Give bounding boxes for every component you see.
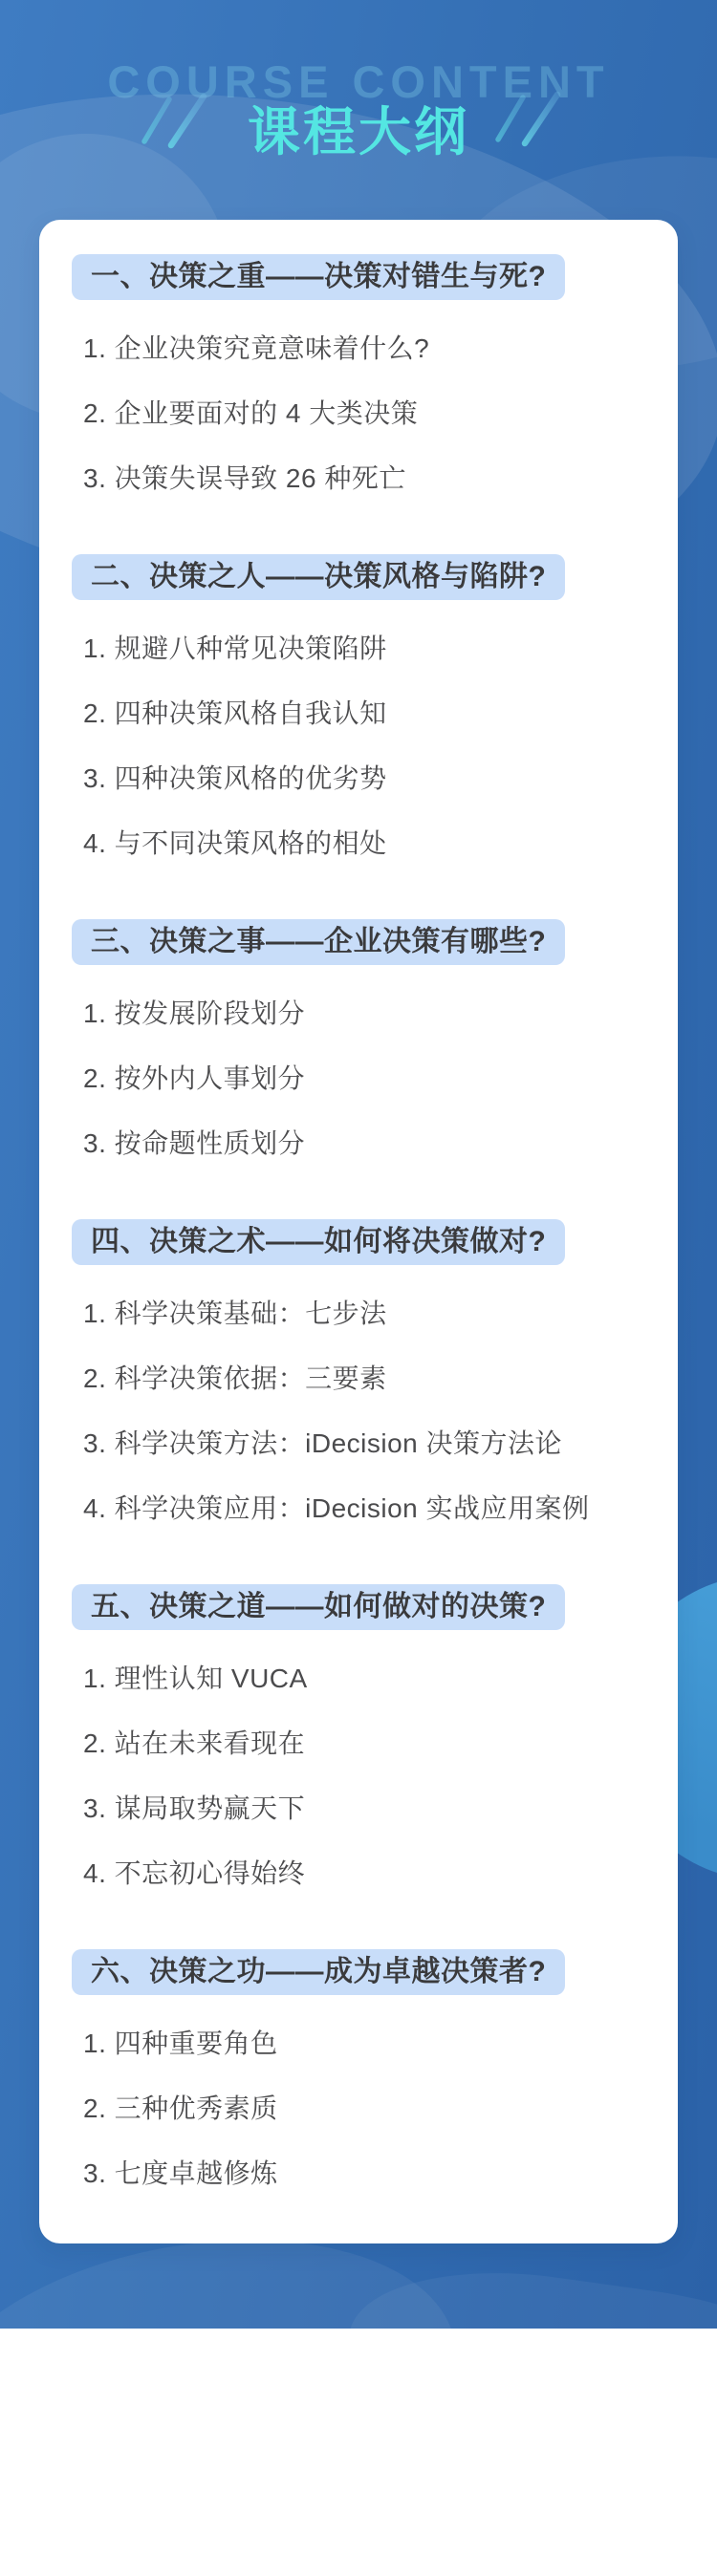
outline-item: 4. 与不同决策风格的相处: [83, 828, 387, 858]
section-heading-badge: 六、决策之功——成为卓越决策者?: [72, 1949, 565, 1995]
course-section-2: [72, 554, 645, 858]
outline-item: 2. 企业要面对的 4 大类决策: [83, 398, 419, 428]
section-items: [72, 1299, 645, 1523]
outline-item: 2. 三种优秀素质: [83, 2093, 278, 2123]
outline-item: 3. 七度卓越修炼: [83, 2158, 278, 2188]
outline-item: 4. 科学决策应用：iDecision 实战应用案例: [83, 1493, 590, 1523]
course-section-6: [72, 1949, 645, 2188]
header: [0, 0, 717, 220]
outline-item: 3. 按命题性质划分: [83, 1128, 306, 1158]
outline-item: 4. 不忘初心得始终: [83, 1858, 306, 1888]
outline-item: 3. 科学决策方法：iDecision 决策方法论: [83, 1428, 563, 1458]
section-items: [72, 334, 645, 493]
course-section-1: [72, 254, 645, 493]
course-section-5: [72, 1584, 645, 1888]
section-items: [72, 1664, 645, 1888]
outline-item: 2. 站在未来看现在: [83, 1728, 306, 1758]
outline-item: 3. 决策失误导致 26 种死亡: [83, 463, 406, 493]
outline-item: 1. 企业决策究竟意味着什么?: [83, 333, 430, 363]
section-heading-badge: 五、决策之道——如何做对的决策?: [72, 1584, 565, 1630]
section-items: [72, 634, 645, 858]
outline-item: 1. 按发展阶段划分: [83, 998, 306, 1028]
outline-item: 3. 谋局取势赢天下: [83, 1793, 306, 1823]
section-heading-badge: 四、决策之术——如何将决策做对?: [72, 1219, 565, 1265]
page-title: 课程大纲: [247, 102, 469, 161]
outline-item: 1. 四种重要角色: [83, 2029, 278, 2058]
outline-item: 1. 规避八种常见决策陷阱: [83, 633, 387, 663]
section-heading-badge: 三、决策之事——企业决策有哪些?: [72, 919, 565, 965]
course-section-3: [72, 919, 645, 1158]
double-slash-right-icon: [490, 88, 567, 149]
outline-item: 2. 四种决策风格自我认知: [83, 698, 387, 728]
outline-item: 1. 理性认知 VUCA: [83, 1664, 308, 1693]
course-section-4: [72, 1219, 645, 1523]
section-items: [72, 2029, 645, 2188]
course-outline-card: [39, 220, 678, 2243]
section-heading-badge: 一、决策之重——决策对错生与死?: [72, 254, 565, 300]
outline-item: 3. 四种决策风格的优劣势: [83, 763, 387, 793]
outline-item: 1. 科学决策基础：七步法: [83, 1299, 387, 1328]
section-heading-badge: 二、决策之人——决策风格与陷阱?: [72, 554, 565, 600]
section-items: [72, 999, 645, 1158]
course-content-watermark: COURSE CONTENT: [107, 56, 610, 107]
outline-item: 2. 按外内人事划分: [83, 1063, 306, 1093]
outline-item: 2. 科学决策依据：三要素: [83, 1363, 387, 1393]
bg-wave-bottom-secondary: [332, 2250, 717, 2527]
